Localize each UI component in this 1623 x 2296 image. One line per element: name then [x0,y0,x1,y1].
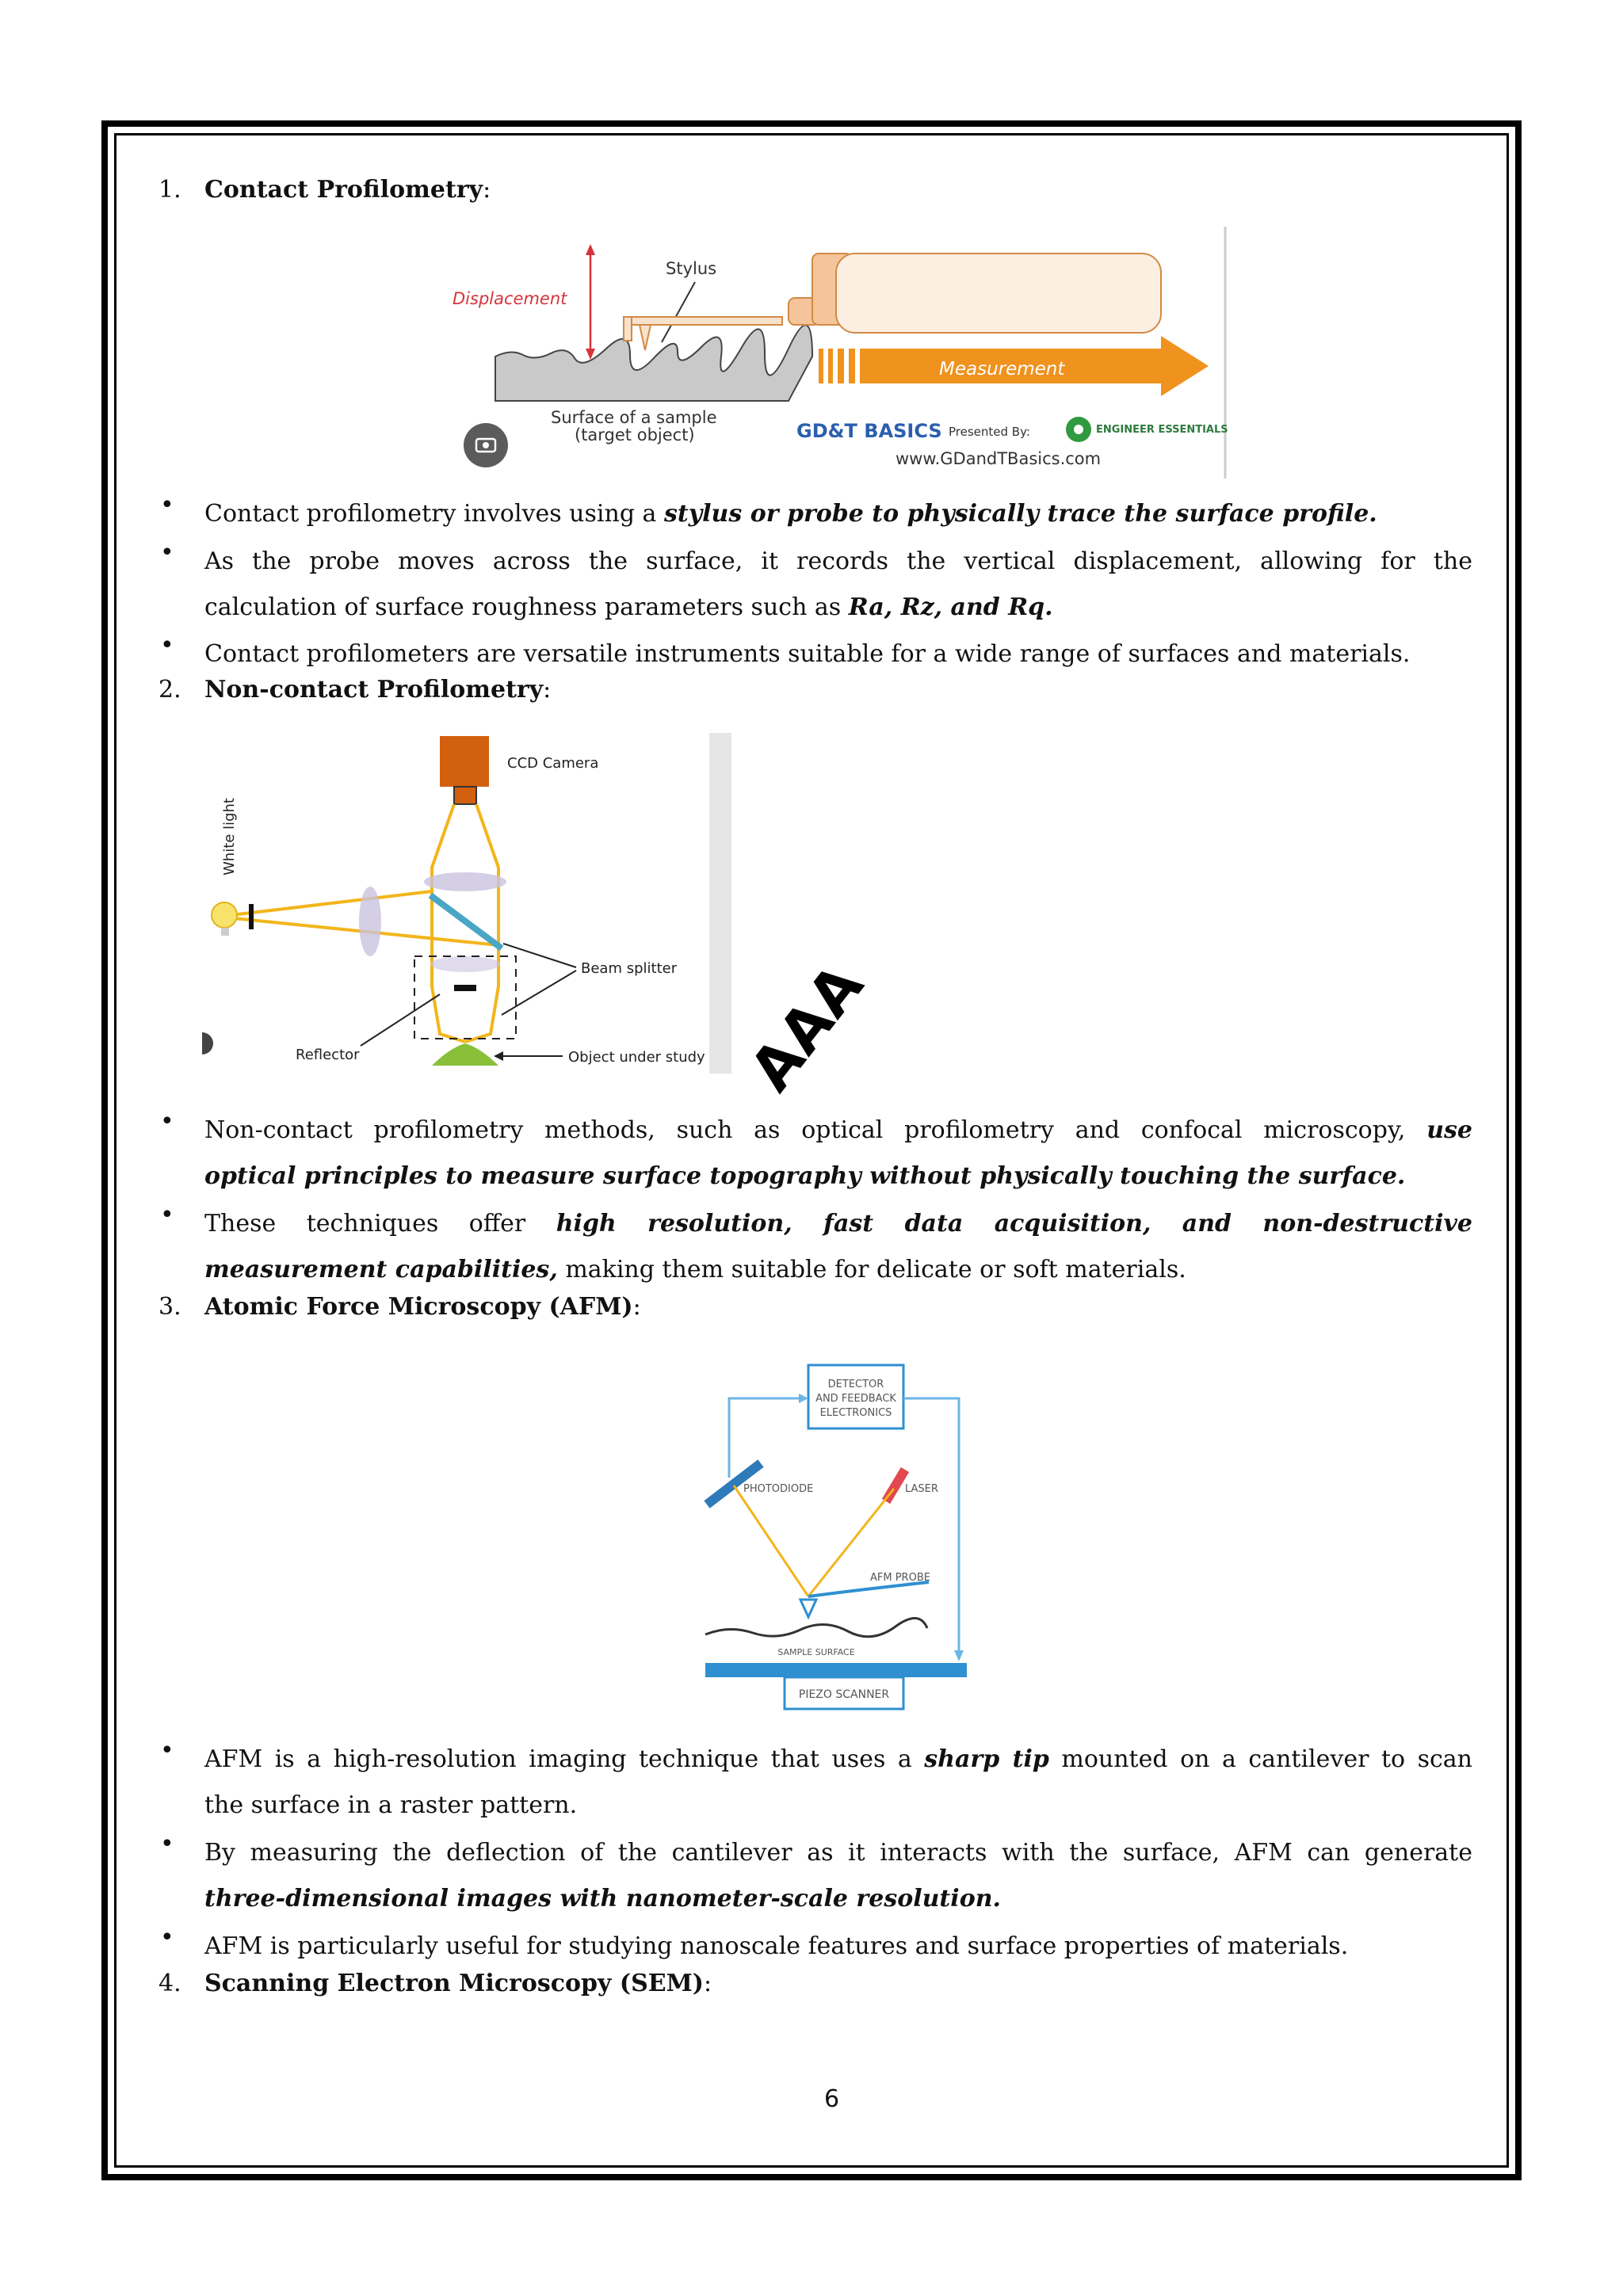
displacement-label: Displacement [453,289,567,308]
surface-label-line1: Surface of a sample [551,408,717,427]
section-number: 2. [158,676,181,704]
presented-by-label: Presented By: [949,425,1030,439]
ccd-camera-icon [440,736,489,787]
bullet-dot: • [160,631,174,659]
afm-figure [697,1359,983,1723]
bullet-dot: • [160,1201,174,1229]
object-under-study-label: Object under study [568,1049,705,1066]
bullet-dot: • [160,1830,174,1858]
section-number: 4. [158,1970,181,1997]
bullet-dot: • [160,1737,174,1764]
contact-bullet-1: Contact profilometry involves using a stylus or probe to physically trace the surface profile. [204,500,1377,528]
ccd-camera-label: CCD Camera [507,755,599,772]
afm-bullet-3: AFM is particularly useful for studying nanoscale features and surface properties of materials. [204,1932,1349,1960]
noncontact-profilometry-figure [202,733,733,1074]
gdt-url: www.GDandTBasics.com [896,449,1102,468]
measurement-label: Measurement [939,359,1065,379]
noncontact-bullet-2: These techniques offer high resolution, fast data acquisition, and non-destructive measurement capabilities, making them suitable for delicate or soft materials. [204,1210,1472,1283]
section-number: 1. [158,176,181,204]
surface-label-line2: (target object) [575,425,695,444]
bullet-dot: • [160,1108,174,1135]
section-heading: Contact Profilometry: [204,176,491,204]
laser-label: LASER [905,1483,938,1495]
reflector-label: Reflector [296,1047,360,1063]
detector-label-line3: ELECTRONICS [819,1407,892,1419]
section-heading: Atomic Force Microscopy (AFM): [204,1293,641,1321]
page-number: 6 [824,2085,840,2113]
afm-probe-label: AFM PROBE [870,1572,930,1584]
contact-bullet-2: As the probe moves across the surface, it records the vertical displacement, allowing for the calculation of surface roughness parameters such as Ra, Rz, and Rq. [204,547,1472,621]
section-heading: Non-contact Profilometry: [204,676,552,704]
section-number: 3. [158,1293,181,1321]
photodiode-label: PHOTODIODE [743,1483,814,1495]
section-heading: Scanning Electron Microscopy (SEM): [204,1970,712,1997]
detector-label-line1: DETECTOR [827,1379,884,1390]
contact-profilometry-figure [448,222,1228,483]
gdt-basics-logo: GD&T BASICS [796,420,942,442]
piezo-scanner-label: PIEZO SCANNER [798,1688,890,1701]
bullet-dot: • [160,491,174,519]
afm-bullet-1: AFM is a high-resolution imaging technique that uses a sharp tip mounted on a cantilever to scan the surface in a raster pattern. [204,1745,1472,1819]
detector-label-line2: AND FEEDBACK [815,1393,896,1405]
bullet-dot: • [160,539,174,566]
stylus-label: Stylus [666,259,717,278]
engineer-essentials-logo: ENGINEER ESSENTIALS [1096,424,1228,436]
white-light-label: White light [221,798,238,875]
beam-splitter-label: Beam splitter [581,960,678,977]
bullet-dot: • [160,1924,174,1951]
watermark: AAA [737,950,878,1104]
lightbulb-icon [212,902,237,928]
scanner-stage [705,1663,967,1677]
noncontact-bullet-1: Non-contact profilometry methods, such as optical profilometry and confocal microscopy, use optical principles to measure surface topography without physically touching the surface. [204,1116,1472,1190]
afm-bullet-2: By measuring the deflection of the cantilever as it interacts with the surface, AFM can generate three-dimensional images with nanometer-scale resolution. [204,1839,1472,1913]
contact-bullet-3: Contact profilometers are versatile instruments suitable for a wide range of surfaces and materials. [204,640,1411,668]
sample-surface-label: SAMPLE SURFACE [777,1647,855,1657]
